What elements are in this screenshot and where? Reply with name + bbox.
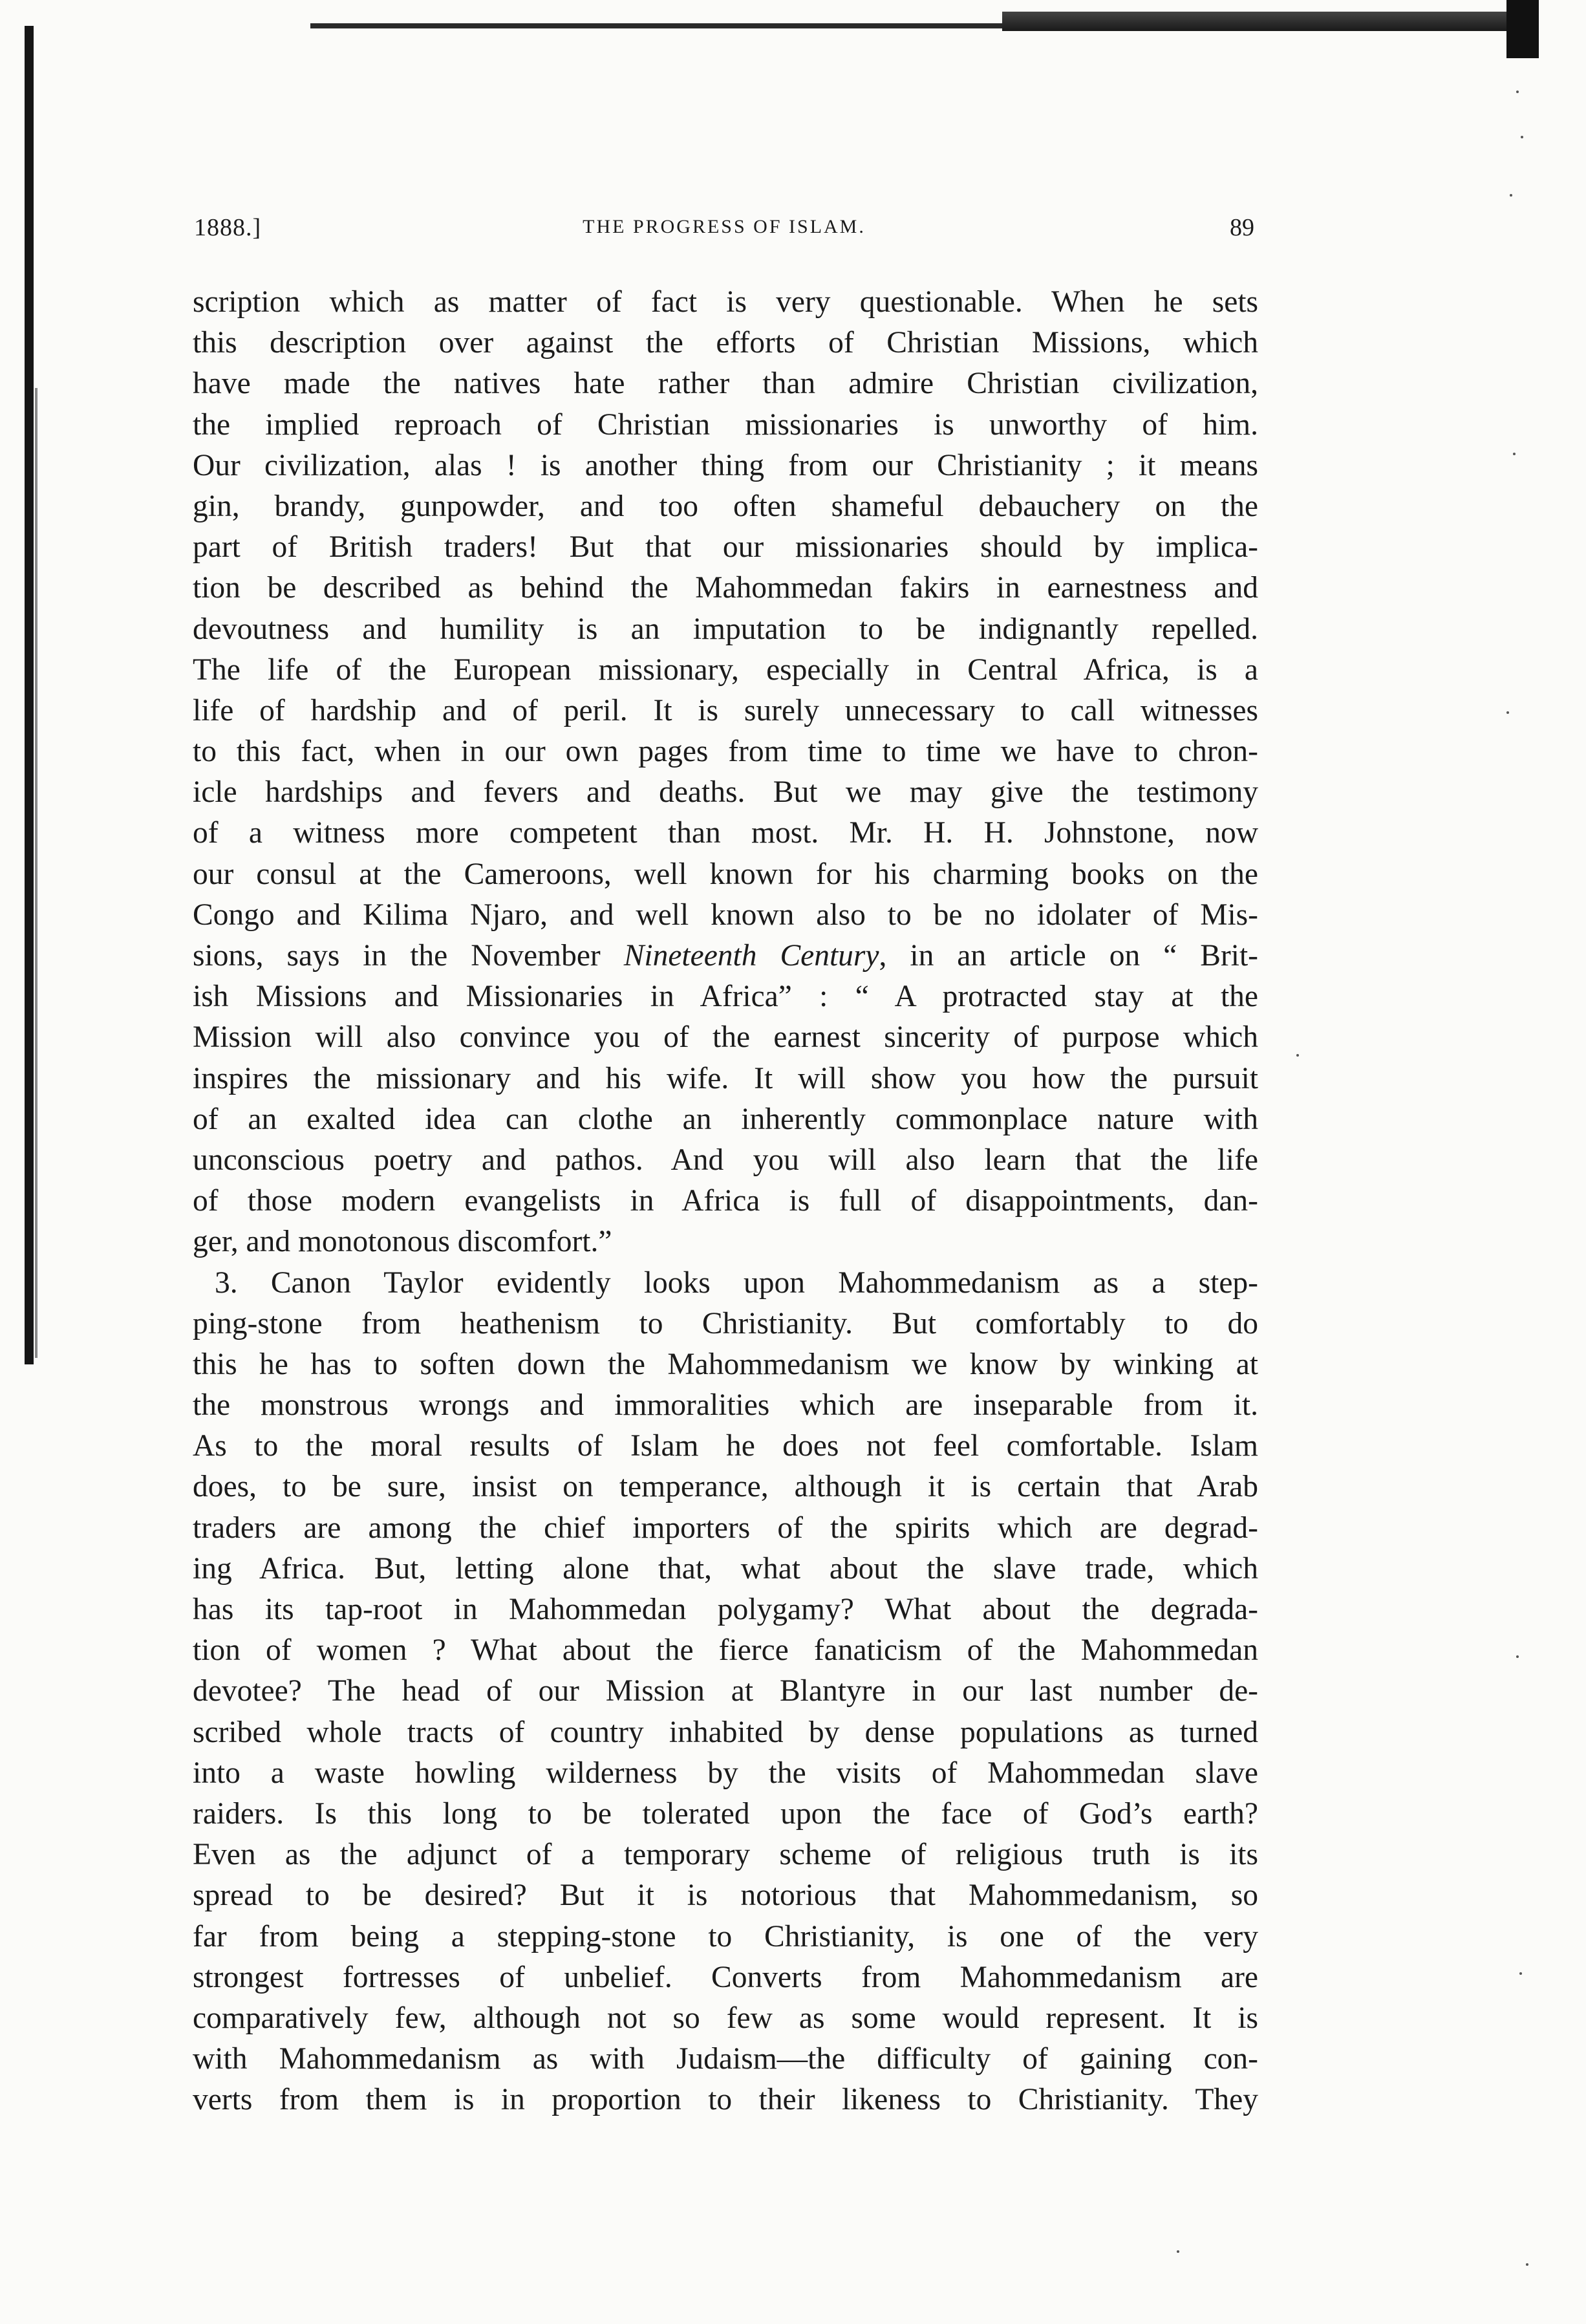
text-line: scribed whole tracts of country inhabited by dense populations as turned — [193, 1715, 1258, 1749]
text-line: life of hardship and of peril. It is surely unnecessary to call witnesses — [193, 693, 1258, 727]
scan-top-shadow — [1002, 12, 1513, 31]
text-line: far from being a stepping-stone to Christianity, is one of the very — [193, 1919, 1258, 1953]
header-year: 1888.] — [194, 214, 262, 241]
text-line: of an exalted idea can clothe an inherently commonplace nature with — [193, 1102, 1258, 1136]
text-line: part of British traders! But that our missionaries should by implica- — [193, 530, 1258, 565]
scan-speck — [1506, 711, 1509, 714]
scan-speck — [1516, 91, 1519, 93]
running-title: THE PROGRESS OF ISLAM. — [583, 216, 866, 237]
text-line: our consul at the Cameroons, well known for his charming books on the — [193, 857, 1258, 891]
text-line: Congo and Kilima Njaro, and well known also to be no idolater of Mis- — [193, 898, 1258, 932]
scan-speck — [1513, 453, 1516, 455]
scan-binding-shadow — [35, 388, 38, 1358]
text-line: verts from them is in proportion to their likeness to Christianity. They — [193, 2083, 1258, 2117]
text-line: traders are among the chief importers of the spirits which are degrad- — [193, 1511, 1258, 1545]
text-line: into a waste howling wilderness by the visits of Mahommedan slave — [193, 1756, 1258, 1790]
text-line: tion of women ? What about the fierce fanaticism of the Mahommedan — [193, 1633, 1258, 1668]
body-text — [193, 282, 1258, 2120]
text-line-with-italic — [193, 936, 1258, 976]
text-line: Mission will also convince you of the earnest sincerity of purpose which — [193, 1020, 1258, 1055]
scan-speck — [1177, 2250, 1179, 2253]
text-line: ing Africa. But, letting alone that, what about the slave trade, which — [193, 1551, 1258, 1586]
text-line: Even as the adjunct of a temporary scheme of religious truth is its — [193, 1838, 1258, 1872]
text-line: devotee? The head of our Mission at Blantyre in our last number de- — [193, 1674, 1258, 1708]
text-line: raiders. Is this long to be tolerated upon the face of God’s earth? — [193, 1796, 1258, 1831]
text-line: ger, and monotonous discomfort.” — [193, 1225, 612, 1259]
text-line: scription which as matter of fact is very questionable. When he sets — [193, 285, 1258, 319]
text-line: the monstrous wrongs and immoralities which are inseparable from it. — [193, 1388, 1258, 1423]
text-line: tion be described as behind the Mahommedan fakirs in earnestness and — [193, 571, 1258, 605]
text-line: ping-stone from heathenism to Christianity. But comfortably to do — [193, 1306, 1258, 1340]
text-line: The life of the European missionary, especially in Central Africa, is a — [193, 652, 1258, 687]
text-line: inspires the missionary and his wife. It will show you how the pursuit — [193, 1061, 1258, 1095]
text-line: has its tap-root in Mahommedan polygamy? What about the degrada- — [193, 1593, 1258, 1626]
scan-speck — [1521, 136, 1523, 138]
scan-binding-edge — [25, 26, 34, 1364]
scan-speck — [1516, 1655, 1519, 1658]
text-line: comparatively few, although not so few as some would represent. It is — [193, 2001, 1258, 2035]
text-line: to this fact, when in our own pages from time to time we have to chron- — [193, 735, 1258, 769]
text-line: have made the natives hate rather than admire Christian civilization, — [193, 367, 1258, 401]
text-line: ish Missions and Missionaries in Africa” : “ A protracted stay at the — [193, 980, 1258, 1014]
text-line: strongest fortresses of unbelief. Converts from Mahommedanism are — [193, 1960, 1258, 1994]
italic-line-after: , in an article on “ Brit- — [879, 939, 1258, 973]
text-line: As to the moral results of Islam he does not feel comfortable. Islam — [193, 1429, 1258, 1463]
scan-speck — [1296, 1054, 1299, 1057]
text-line: devoutness and humility is an imputation to be indignantly repelled. — [193, 612, 1258, 646]
text-line: this he has to soften down the Mahommedanism we know by winking at — [193, 1347, 1258, 1381]
journal-title: Nineteenth Century — [623, 939, 879, 973]
text-line: Our civilization, alas ! is another thing from our Christianity ; it means — [193, 448, 1258, 482]
text-line: with Mahommedanism as with Judaism—the difficulty of gaining con- — [193, 2042, 1258, 2076]
text-line: does, to be sure, insist on temperance, although it is certain that Arab — [193, 1470, 1258, 1504]
text-line: spread to be desired? But it is notorious that Mahommedanism, so — [193, 1878, 1258, 1913]
text-line: of those modern evangelists in Africa is full of disappointments, dan- — [193, 1184, 1258, 1218]
text-line: icle hardships and fevers and deaths. But we may give the testimony — [193, 775, 1258, 810]
italic-line-before: sions, says in the November — [193, 939, 624, 973]
scan-speck — [1510, 194, 1512, 197]
scan-speck — [1519, 1972, 1522, 1975]
text-line: unconscious poetry and pathos. And you will also learn that the life — [193, 1143, 1258, 1177]
text-line: 3. Canon Taylor evidently looks upon Mahommedanism as a step- — [215, 1265, 1258, 1300]
scan-corner-shadow — [1506, 0, 1539, 58]
scan-speck — [1526, 2263, 1528, 2266]
text-line: of a witness more competent than most. Mr. H. H. Johnstone, now — [193, 816, 1258, 850]
page-number: 89 — [1230, 214, 1254, 241]
text-line: the implied reproach of Christian missionaries is unworthy of him. — [193, 407, 1258, 442]
text-line: gin, brandy, gunpowder, and too often shameful debauchery on the — [193, 489, 1258, 523]
page-header — [194, 213, 1254, 252]
text-line: this description over against the efforts of Christian Missions, which — [193, 326, 1258, 360]
